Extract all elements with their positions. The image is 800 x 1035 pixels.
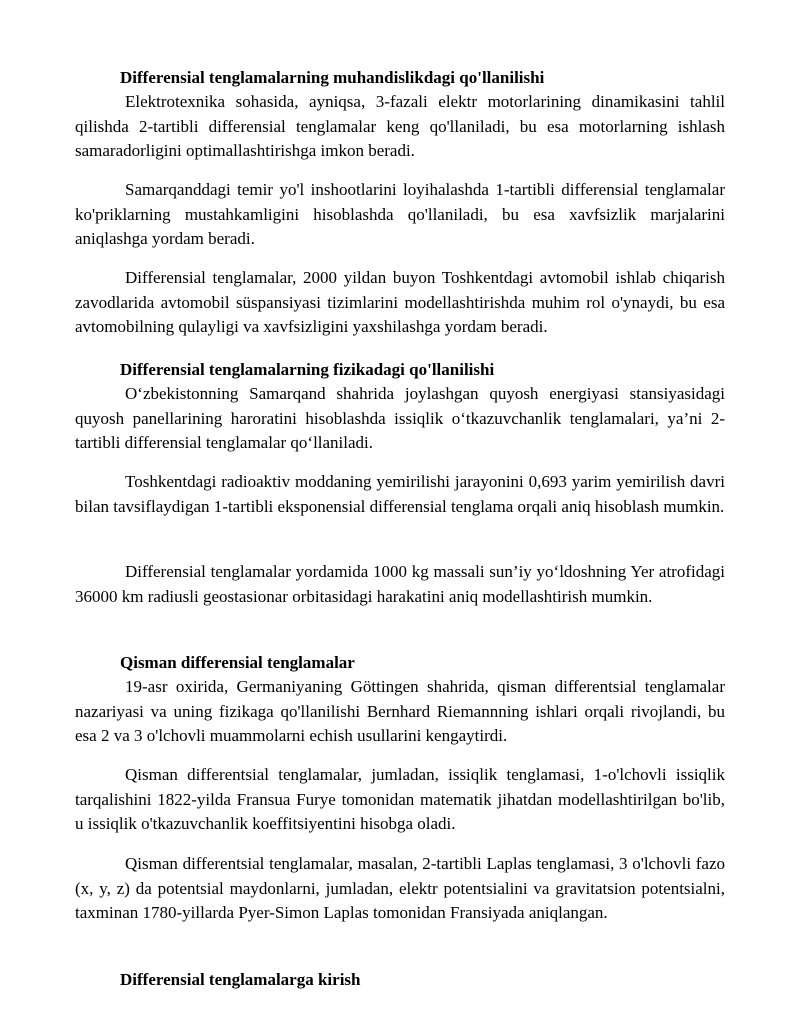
paragraph-electrotechnics: Elektrotexnika sohasida, ayniqsa, 3-fazali elektr motorlarining dinamikasini tahlil qilishda 2-tartibli differensial tenglamalar keng qo'llaniladi, bu esa motorlarning ishlash samaradorligini optimallashtirishga imkon beradi. [75, 92, 725, 160]
paragraph-riemann: 19-asr oxirida, Germaniyaning Göttingen shahrida, qisman differentsial tenglamalar nazariyasi va uning fizikaga qo'llanilishi Bernhard Riemannning ishlari orqali rivojlandi, bu esa 2 va 3 o'lchovli muammolarni echish usullarini kengaytirdi. [75, 677, 725, 745]
paragraph-fourier-heat: Qisman differentsial tenglamalar, jumladan, issiqlik tenglamasi, 1-o'lchovli issiqlik tarqalishini 1822-yilda Fransua Furye tomonidan matematik jihatdan modellashtirilgan bo'lib, u issiqlik o'tkazuvchanlik koeffitsiyentini hisobga oladi. [75, 765, 725, 833]
section-heading-engineering: Differensial tenglamalarning muhandislikdagi qo'llanilishi [120, 68, 545, 87]
paragraph-satellite-orbit: Differensial tenglamalar yordamida 1000 kg massali sun’iy yo‘ldoshning Yer atrofidagi 36000 km radiusli geostasionar orbitasidagi harakatini aniq modellashtirish mumkin. [75, 562, 725, 606]
paragraph-solar-panels: O‘zbekistonning Samarqand shahrida joylashgan quyosh energiyasi stansiyasidagi quyosh panellarining haroratini hisoblashda issiqlik o‘tkazuvchanlik tenglamalari, ya’ni 2-tartibli differensial tenglamalar qo‘llaniladi. [75, 384, 725, 452]
section-heading-physics: Differensial tenglamalarning fizikadagi qo'llanilishi [120, 360, 495, 379]
paragraph-laplace: Qisman differentsial tenglamalar, masalan, 2-tartibli Laplas tenglamasi, 3 o'lchovli fazo (x, y, z) da potentsial maydonlarni, jumladan, elektr potentsialini va gravitatsion potentsialni, taxminan 1780-yillarda Pyer-Simon Laplas tomonidan Fransiyada aniqlangan. [75, 854, 725, 922]
paragraph-automobile-suspension: Differensial tenglamalar, 2000 yildan buyon Toshkentdagi avtomobil ishlab chiqarish zavodlarida avtomobil süspansiyasi tizimlarini modellashtirishda muhim rol o'ynaydi, bu esa avtomobilning qulayligi va xavfsizligini yaxshilashga yordam beradi. [75, 268, 725, 336]
paragraph-railway-bridges: Samarqanddagi temir yo'l inshootlarini loyihalashda 1-tartibli differensial tenglamalar ko'priklarning mustahkamligini hisoblashda qo'llaniladi, bu esa xavfsizlik marjalarini aniqlashga yordam beradi. [75, 180, 725, 248]
paragraph-radioactive-decay: Toshkentdagi radioaktiv moddaning yemirilishi jarayonini 0,693 yarim yemirilish davri bilan tavsiflaydigan 1-tartibli eksponensial differensial tenglama orqali aniq hisoblash mumkin. [75, 472, 725, 516]
section-heading-partial-de: Qisman differensial tenglamalar [120, 653, 355, 672]
section-heading-introduction: Differensial tenglamalarga kirish [120, 970, 361, 989]
